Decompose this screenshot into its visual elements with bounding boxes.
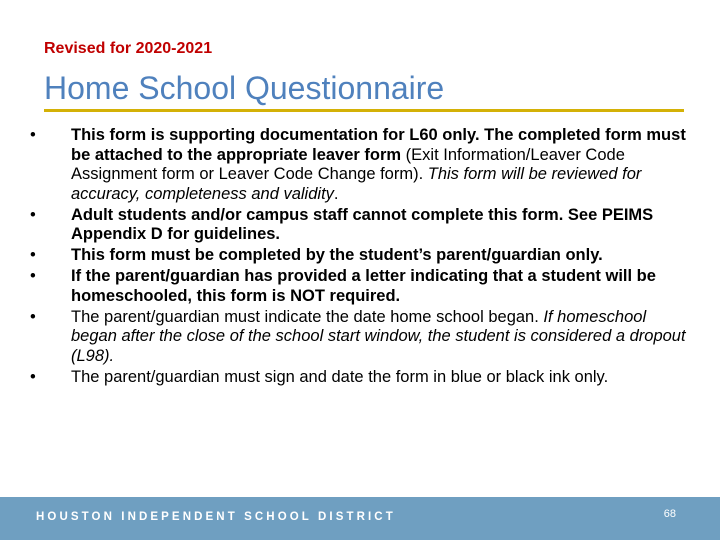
bullet-text-bold: This form is supporting documentation for L60 only. The completed form must be attached to the appropriate leaver form bbox=[71, 126, 686, 164]
bullet-text-italic: If homeschool began after the close of the school start window, the student is considered a dropout (L98). bbox=[71, 307, 686, 365]
bullet-icon: • bbox=[30, 205, 36, 224]
bullet-text: The parent/guardian must sign and date the form in blue or black ink only. bbox=[71, 367, 609, 386]
bullet-text-bold: This form must be completed by the student’s parent/guardian only. bbox=[71, 246, 603, 264]
bullet-item bbox=[26, 246, 686, 266]
bullet-text-bold: Adult students and/or campus staff cannot complete this form. See PEIMS Appendix D for guidelines. bbox=[71, 205, 654, 243]
bullet-text: . bbox=[333, 184, 339, 203]
bullet-list bbox=[26, 126, 686, 389]
title-divider bbox=[44, 109, 684, 112]
bullet-item bbox=[26, 126, 686, 204]
page-number: 68 bbox=[663, 508, 676, 520]
bullet-text-bold: If the parent/guardian has provided a letter indicating that a student will be homeschooled, this form is NOT required. bbox=[71, 267, 656, 305]
bullet-item bbox=[26, 267, 686, 306]
bullet-icon: • bbox=[30, 307, 36, 326]
bullet-item bbox=[26, 308, 686, 367]
slide-title: Home School Questionnaire bbox=[44, 70, 445, 106]
bullet-text: (Exit Information/Leaver Code Assignment form or Leaver Code Change form). bbox=[71, 145, 625, 183]
bullet-item bbox=[26, 206, 686, 245]
footer-bar bbox=[0, 497, 720, 540]
bullet-text: The parent/guardian must indicate the date home school began. bbox=[71, 307, 539, 326]
bullet-icon: • bbox=[30, 246, 36, 264]
bullet-icon: • bbox=[30, 126, 36, 144]
bullet-item bbox=[26, 368, 686, 388]
bullet-text-italic: This form will be reviewed for accuracy, completeness and validity bbox=[71, 165, 642, 203]
bullet-icon: • bbox=[30, 367, 36, 386]
organization-name: HOUSTON INDEPENDENT SCHOOL DISTRICT bbox=[36, 511, 396, 523]
bullet-icon: • bbox=[30, 267, 36, 285]
slide-subtitle: Revised for 2020-2021 bbox=[44, 40, 213, 57]
